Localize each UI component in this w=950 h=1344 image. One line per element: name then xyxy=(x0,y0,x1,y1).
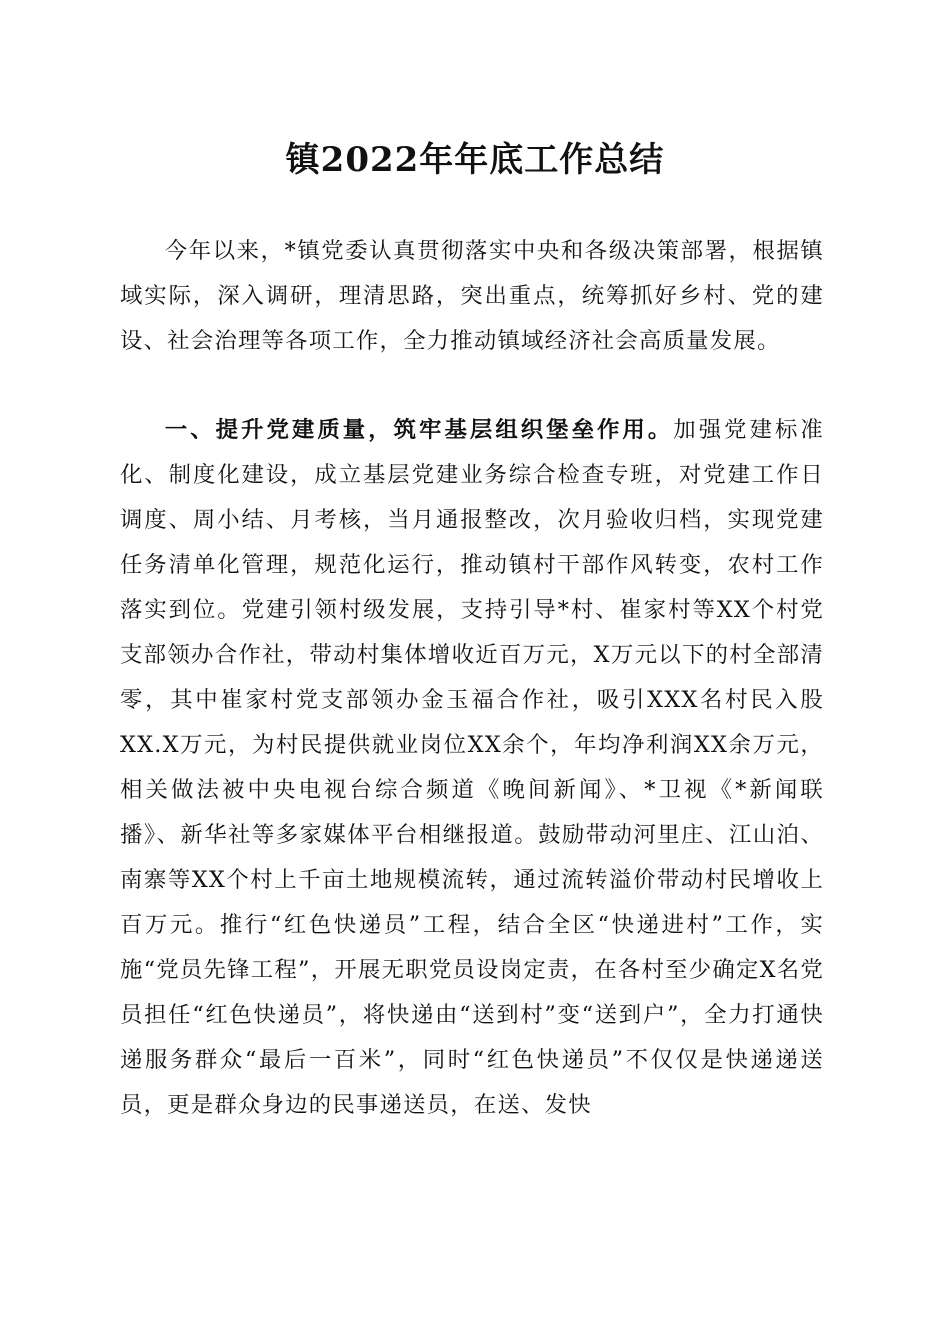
document-title: 镇2022年年底工作总结 xyxy=(285,140,665,180)
section-one-body: 加强党建标准化、制度化建设，成立基层党建业务综合检查专班，对党建工作日调度、周小结、月考核，当月通报整改，次月验收归档，实现党建任务清单化管理，规范化运行，推动镇村干部作风转变，农村工作落实到位。党建引领村级发展，支持引导*村、崔家村等XX个村党支部领办合作社，带动村集体增收近百万元，X万元以下的村全部清零，其中崔家村党支部领办金玉福合作社，吸引XXX名村民入股XX.X万元，为村民提供就业岗位XX余个，年均净利润XX余万元，相关做法被中央电视台综合频道《晚间新闻》、*卫视《*新闻联播》、新华社等多家媒体平台相继报道。鼓励带动河里庄、江山泊、南寨等XX个村上千亩土地规模流转，通过流转溢价带动村民增收上百万元。推行“红色快递员”工程，结合全区“快递进村”工作，实施“党员先锋工程”，开展无职党员设岗定责，在各村至少确定X名党员担任“红色快递员”，将快递由“送到村”变“送到户”，全力打通快递服务群众“最后一百米”，同时“红色快递员”不仅仅是快递递送员，更是群众身边的民事递送员，在送、发快 xyxy=(120,417,825,1118)
section-one-heading: 一、提升党建质量，筑牢基层组织堡垒作用。 xyxy=(164,417,674,443)
section-one-paragraph xyxy=(120,408,824,1128)
intro-paragraph: 今年以来，*镇党委认真贯彻落实中央和各级决策部署，根据镇域实际，深入调研，理清思路，突出重点，统筹抓好乡村、党的建设、社会治理等各项工作，全力推动镇域经济社会高质量发展。 xyxy=(120,238,824,354)
